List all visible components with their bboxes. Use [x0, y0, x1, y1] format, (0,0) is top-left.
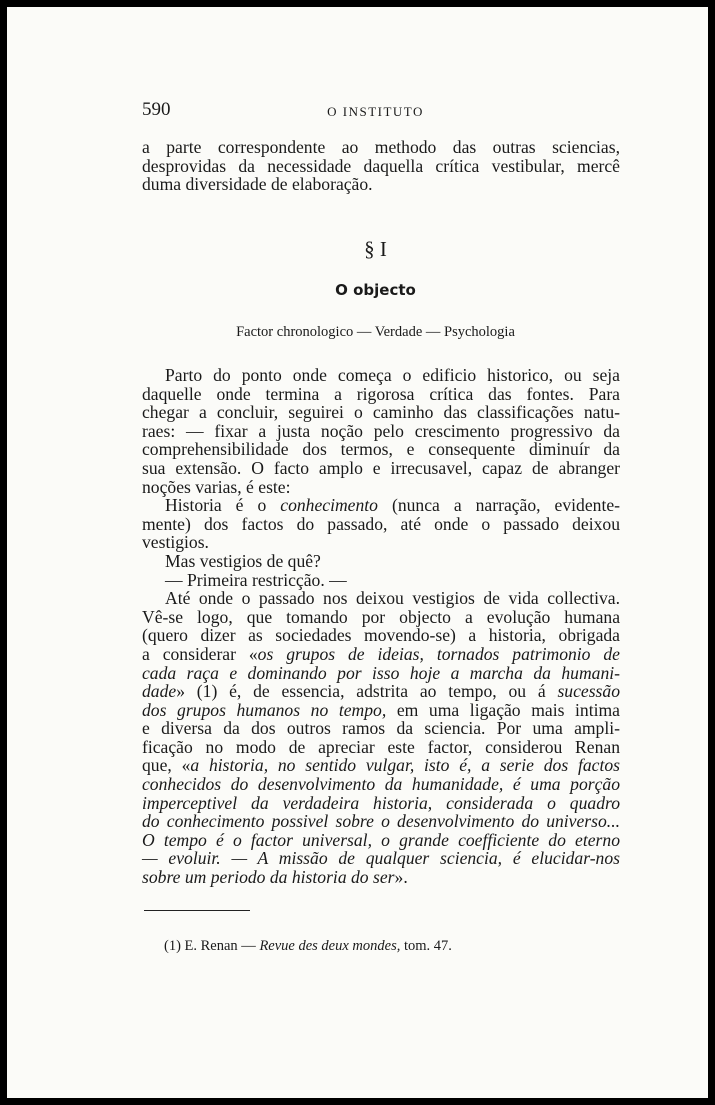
text-line: — evoluir. — A missão de qualquer sciencia, é elucidar-nos — [142, 848, 620, 869]
text-line: Até onde o passado nos deixou vestigios de vida collectiva. — [165, 588, 620, 609]
text-line: sua extensão. O facto amplo e irrecusavel, capaz de abranger — [142, 457, 620, 478]
book-page — [7, 7, 708, 1098]
text-line: mente) dos factos do passado, até onde o passado deixou — [142, 513, 620, 534]
section-mark: § I — [364, 237, 387, 261]
text-line: raes: — fixar a justa noção pelo crescimento progressivo da — [142, 420, 620, 441]
main-text — [142, 366, 620, 887]
text-line: noções varias, é este: — [142, 476, 291, 497]
text-line: — Primeira restricção. — — [165, 569, 347, 590]
section-subtitle: Factor chronologico — Verdade — Psychologia — [236, 324, 515, 340]
running-title: O INSTITUTO — [327, 104, 424, 119]
text-line: a parte correspondente ao methodo das outras sciencias, — [142, 137, 620, 157]
section-title: O objecto — [335, 281, 416, 299]
footnote-divider — [144, 910, 250, 911]
text-line: chegar a concluir, seguirei o caminho das classificações natu- — [142, 402, 620, 423]
text-line: dade» (1) é, de essencia, adstrita ao tempo, ou á sucessão — [142, 681, 620, 702]
page-header — [7, 99, 708, 121]
text-line: dos grupos humanos no tempo, em uma ligação mais intima — [142, 699, 620, 720]
text-line: comprehensibilidade dos termos, e consequente diminuír da — [142, 439, 620, 460]
page-number: 590 — [142, 99, 171, 120]
intro-paragraph — [142, 138, 620, 194]
text-line: Vê-se logo, que tomando por objecto a evolução humana — [142, 606, 620, 627]
text-line: vestigios. — [142, 532, 209, 553]
text-line: imperceptivel da verdadeira historia, considerada o quadro — [142, 792, 620, 813]
text-line: a considerar «os grupos de ideias, tornados patrimonio de — [142, 643, 620, 664]
text-line: cada raça e dominando por isso hoje a marcha da humani- — [142, 662, 620, 683]
text-line: do conhecimento possivel sobre o desenvolvimento do universo... — [142, 811, 620, 832]
text-line: Historia é o conhecimento (nunca a narração, evidente- — [165, 495, 621, 516]
text-line: (quero dizer as sociedades movendo-se) a historia, obrigada — [142, 625, 620, 646]
text-line: conhecidos do desenvolvimento da humanidade, é uma porção — [142, 774, 620, 795]
text-line: ficação no modo de apreciar este factor, considerou Renan — [142, 736, 620, 757]
text-line: duma diversidade de elaboração. — [142, 174, 373, 195]
footnote: (1) E. Renan — Revue des deux mondes, tom. 47. — [164, 938, 452, 954]
text-line: daquelle onde termina a rigorosa crítica das fontes. Para — [142, 383, 620, 404]
text-line: Mas vestigios de quê? — [165, 550, 321, 571]
text-line: e diversa da dos outros ramos da sciencia. Por uma ampli- — [142, 718, 620, 739]
text-line: que, «a historia, no sentido vulgar, isto é, a serie dos factos — [142, 755, 620, 776]
text-line: Parto do ponto onde começa o edificio historico, ou seja — [165, 365, 620, 385]
text-line: sobre um periodo da historia do ser». — [142, 867, 408, 888]
text-line: desprovidas da necessidade daquella crítica vestibular, mercê — [142, 155, 620, 176]
text-line: O tempo é o factor universal, o grande coefficiente do eterno — [142, 829, 620, 850]
